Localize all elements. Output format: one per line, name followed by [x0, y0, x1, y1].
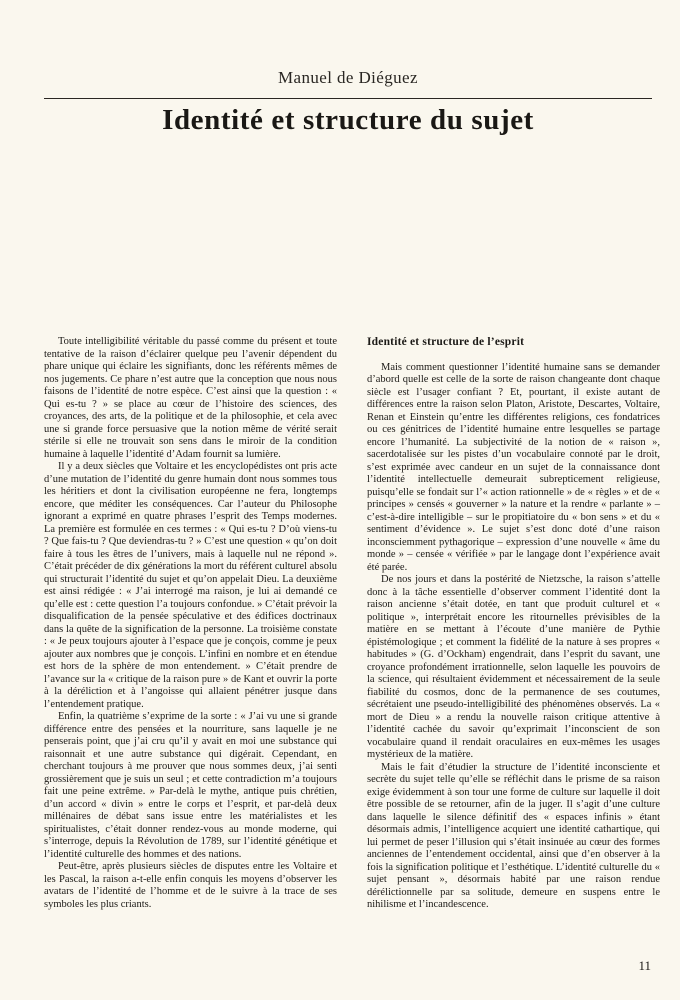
paragraph: Peut-être, après plusieurs siècles de disputes entre les Voltaire et les Pascal, la raison a-t-elle enfin conquis les moyens d’observer les avatars de l’identité de l’homme et de le suivre à la trace de ses symboles les plus criants. [44, 861, 337, 910]
paragraph: Enfin, la quatrième s’exprime de la sorte : « J’ai vu une si grande différence entre des pensées et la nourriture, sans laquelle je ne penserais point, que j’ai cru qu’il y avait en moi une substance qui raisonnait et une autre substance qui digérait. Cependant, en cherchant toujours à me prouver que nous sommes deux, j’ai senti grossièrement que je suis un seul ; et cette contradiction m’a toujours fait une peine extrême. » Par-delà le mythe, antique puis chrétien, d’un accord « divin » entre le corps et l’esprit, et par-delà deux millénaires de débat sans issue entre les matérialistes et les spiritualistes, c’était donner rendez-vous au monde moderne, qui s’interroge, depuis la Révolution de 1789, sur l’identité génétique et l’identité culturelle des hommes et des nations. [44, 711, 337, 860]
section-heading: Identité et structure de l’esprit [367, 336, 525, 348]
author-name: Manuel de Diéguez [278, 68, 418, 87]
paragraph: Mais comment questionner l’identité humaine sans se demander d’abord quelle est celle de la sorte de raison changeante dont chaque siècle est l’usager confiant ? Et, pourtant, il existe autant de différences entre la raison selon Platon, Aristote, Descartes, Voltaire, Renan et Einstein qu’entre les différentes religions, ces fondatrices ou ces génitrices de l’identité humaine entre lesquelles se partage encore l’humanité. La subjectivité de la notion de « raison », sacerdotalisée sur les pistes d’un vocabulaire connoté par le droit, s’est exprimée avec candeur en un sujet de la connaissance dont l’identité intellectuelle demeurait subrepticement religieuse, puisqu’elle se fondait sur l’« action rationnelle » de « règles » et de « principes » censés « gouverner » la nature et la rendre « parlante » – c’est-à-dire intelligible – sur le propitiatoire du « bon sens » et du « sentiment d’évidence ». Le sujet s’est donc doté d’une raison inconsciemment pythagorique – expression d’une nouvelle « âme du monde » – censée « vérifiée » par le langage dont l’expérience avait été parée. [367, 361, 660, 573]
right-column [367, 336, 660, 912]
page-number: 11 [638, 958, 651, 973]
header-rule [44, 98, 652, 99]
paragraph: Mais le fait d’étudier la structure de l’identité inconsciente et secrète du sujet telle qu’elle se réfléchit dans le prisme de sa raison exige évidemment à son tour une forme de culture sur laquelle il doit être possible de se retourner, afin de la juger. Il s’agit d’une culture dans laquelle le silence définitif des « espaces infinis » étant désormais admis, l’intelligence acquiert une identité cathartique, qui lui permet de peser l’illusion qui s’était insinuée au cœur des formes anciennes de l’entendement occidental, ainsi que d’en observer à la fois la signification politique et l’esthétique. L’identité culturelle du « sujet pensant », désormais habité par une raison rendue dérélictionnelle par sa solitude, demeure en suspens entre le nihilisme et l’incandescence. [367, 761, 660, 910]
article-title: Identité et structure du sujet [162, 104, 534, 136]
left-column [44, 336, 337, 911]
paragraph: De nos jours et dans la postérité de Nietzsche, la raison s’attelle donc à la tâche essentielle d’observer comment l’identité dont la raison ancienne s’était dotée, en tant que produit culturel et « politique », interprétait encore les ritournelles prévisibles de la matière en se mettant à l’écoute d’une manière de Pythie épistémologique ; et comment la fidélité de la nature à ses propres « habitudes » (G. d’Ockham) engendrait, dans l’esprit du savant, une croyance profondément irrationnelle, selon laquelle les pouvoirs de la science, qui résultaient évidemment et nécessairement de la seule fiabilité du cosmos, donc de la permanence de ses coutumes, sécrétaient une pseudo-intelligibilité des phénomènes observés. La « mort de Dieu » a rendu la nouvelle raison critique attentive à l’identité cachée du savoir qu’exprimait l’inconscient de son vocabulaire quand il rendait oraculaires en eux-mêmes les usages mystérieux de la matière. [367, 574, 660, 760]
paragraph: Il y a deux siècles que Voltaire et les encyclopédistes ont pris acte d’une mutation de l’identité du genre humain dont nous sommes tous les héritiers et dont la civilisation européenne ne fera, longtemps encore, que méditer les conséquences. Car l’auteur du Philosophe ignorant a exprimé en quatre phrases l’esprit des Temps modernes. La première est formulée en ces termes : « Qui es-tu ? D’où viens-tu ? Que fais-tu ? Que deviendras-tu ? » C’est une question « qu’on doit faire à tous les êtres de l’univers, mais à laquelle nul ne répond ». C’était précéder de dix générations la mort du référent culturel absolu qui structurait l’identité du sujet et qu’on appelait Dieu. La deuxième est ainsi rédigée : « J’ai interrogé ma raison, je lui ai demandé ce qu’elle est : cette question l’a toujours confondue. » C’était prévoir la disqualification de la pensée spéculative et des édifices doctrinaux dans la quête de la signification de la personne. La troisième constate : « Je peux toujours ajouter à l’espace que je conçois, comme je peux ajouter aux nombres que je conçois. L’infini en nombre et en étendue est hors de la sphère de mon entendement. » C’était prendre de l’avance sur la « critique de la raison pure » de Kant et ouvrir la porte à la déréliction et à l’angoisse qui allaient pénétrer jusque dans l’entendement pratique. [44, 461, 337, 710]
paragraph: Toute intelligibilité véritable du passé comme du présent et toute tentative de la raison d’éclairer quelque peu l’avenir dépendent du phare unique qui éclaire les signifiants, donc les référents mêmes de nos jugements. Ce phare n’est autre que la conception que nous nous faisons de l’identité de notre espèce. C’est ainsi que la question : « Qui es-tu ? » se place au cœur de l’histoire des sciences, des croyances, des arts, de la politique et de la philosophie, et cela avec une si grande force persuasive que la notion même de vérité serait stérile si elle ne trouvait son sens dans le miroir de la condition humaine à laquelle l’identité d’Adam fournit sa lumière. [44, 336, 337, 460]
